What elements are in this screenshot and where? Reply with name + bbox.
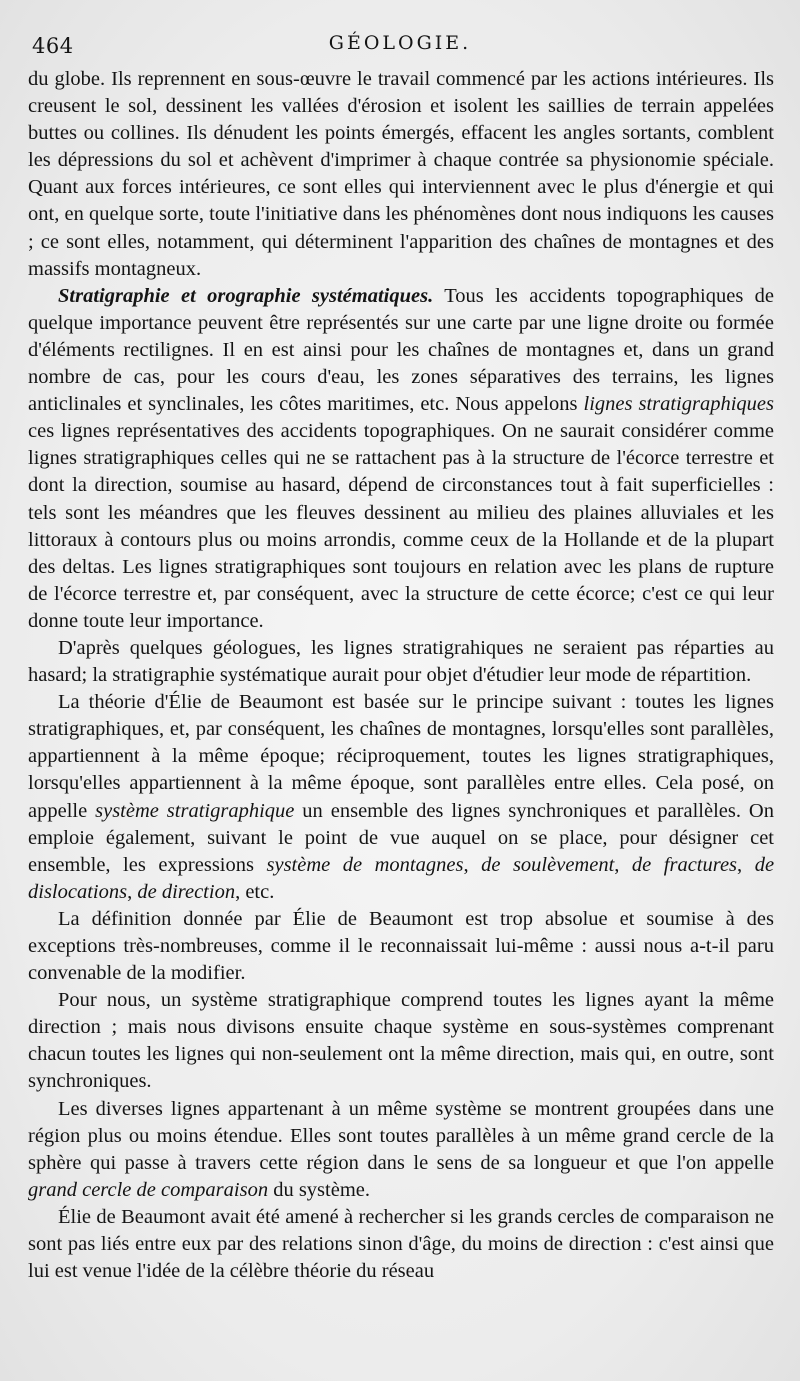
text-run: Élie de Beaumont avait été amené à rechercher si les grands cercles de comparaison ne sont pas liés entre eux par des relations sinon d'âge, du moins de direction : c'est ainsi que lui est venue l'idée de la célèbre théorie du réseau xyxy=(28,1205,774,1283)
text-run: , etc. xyxy=(235,880,275,903)
running-title: GÉOLOGIE. xyxy=(328,32,472,54)
italic-term: de dislocations xyxy=(28,853,775,903)
text-run: Les diverses lignes appartenant à un même système se montrent groupées dans une région plus ou moins étendue. Elles sont toutes parallèles à un même grand cercle de la sphère qui passe à travers cette région dans le sens de sa longueur et que l'on appelle xyxy=(28,1097,774,1174)
running-header xyxy=(32,28,768,58)
body-text xyxy=(28,66,774,1285)
text-run: , xyxy=(737,853,755,876)
text-run: D'après quelques géologues, les lignes stratigrahiques ne seraient pas réparties au hasard; la stratigraphie systématique aurait pour objet d'étudier leur mode de répartition. xyxy=(28,636,774,687)
text-run: ces lignes représentatives des accidents topographiques. On ne saurait considérer comme lignes stratigraphiques celles qui ne se rattachent pas à la structure de l'écorce terrestre et dont la direction, soumise au hasard, dépend de circonstances tout à fait superficielles : tels sont les méandres que les fleuves dessinent au milieu des plaines alluviales et les littoraux à contours plus ou moins arrondis, comme ceux de la Hollande et de la plupart des deltas. Les lignes stratigraphiques sont toujours en relation avec les plans de rupture de l'écorce terrestre et, par conséquent, avec la structure de cette écorce; c'est ce qui leur donne toute leur importance. xyxy=(28,420,774,632)
text-run: , xyxy=(614,853,632,876)
italic-term: de soulèvement xyxy=(481,853,615,876)
text-run: La théorie d'Élie de Beaumont est basée sur le principe suivant : toutes les lignes stratigraphiques, et, par conséquent, les chaînes de montagnes, lorsqu'elles sont parallèles, appartiennent à la même époque; réciproquement, toutes les lignes stratigraphiques, lorsqu'elles appartiennent à la même époque, sont parallèles entre elles. Cela posé, on appelle xyxy=(28,691,774,822)
paragraph xyxy=(28,906,774,987)
section-heading: Stratigraphie et orographie systématiques. xyxy=(58,284,434,307)
italic-term: de fractures xyxy=(631,853,738,876)
text-run: un ensemble des lignes synchroniques et parallèles. On emploie également, suivant le point de vue auquel on se place, pour désigner cet ensemble, les expressions xyxy=(28,799,774,876)
italic-term: grand cercle de comparaison xyxy=(28,1178,269,1201)
paragraph xyxy=(28,1096,774,1204)
italic-term: système de montagnes xyxy=(266,853,464,876)
text-run: , xyxy=(463,853,482,876)
page-number: 464 xyxy=(32,34,74,58)
paragraph xyxy=(28,283,774,635)
italic-term: lignes stratigraphiques xyxy=(583,393,775,416)
paragraph xyxy=(28,635,774,689)
text-run: Tous les accidents topographiques de quelque importance peuvent être représentés sur une carte par une ligne droite ou formée d'éléments rectilignes. Il en est ainsi pour les chaînes de montagnes et, dans un grand nombre de cas, pour les cours d'eau, les zones séparatives des terrains, les lignes anticlinales et synclinales, les côtes maritimes, etc. Nous appelons xyxy=(28,284,775,416)
paragraph xyxy=(28,987,774,1095)
italic-term: système stratigraphique xyxy=(95,799,295,822)
paragraph xyxy=(28,689,774,906)
paragraph xyxy=(28,66,774,283)
text-run: du globe. Ils reprennent en sous-œuvre le travail commencé par les actions intérieures. Ils creusent le sol, dessinent les vallées d'érosion et isolent les saillies de terrain appelées buttes ou collines. Ils dénudent les points émergés, effacent les angles sortants, comblent les dépressions du sol et achèvent d'imprimer à chaque contrée sa physionomie spéciale. Quant aux forces intérieures, ce sont elles qui interviennent avec le plus d'énergie et qui ont, en quelque sorte, toute l'initiative dans les phénomènes dont nous indiquons les causes ; ce sont elles, notamment, qui déterminent l'apparition des chaînes de montagnes et des massifs montagneux. xyxy=(28,68,774,280)
text-run: , xyxy=(127,880,138,903)
italic-term: de direction xyxy=(137,880,236,903)
paragraph xyxy=(28,1204,774,1285)
text-run: Pour nous, un système stratigraphique comprend toutes les lignes ayant la même direction ; mais nous divisons ensuite chaque système en sous-systèmes comprenant chacun toutes les lignes qui non-seulement ont la même direction, mais qui, en outre, sont synchroniques. xyxy=(28,989,774,1093)
text-run: La définition donnée par Élie de Beaumont est trop absolue et soumise à des exceptions très-nombreuses, comme il le reconnaissait lui-même : aussi nous a-t-il paru convenable de la modifier. xyxy=(28,907,774,985)
text-run: du système. xyxy=(268,1178,370,1201)
